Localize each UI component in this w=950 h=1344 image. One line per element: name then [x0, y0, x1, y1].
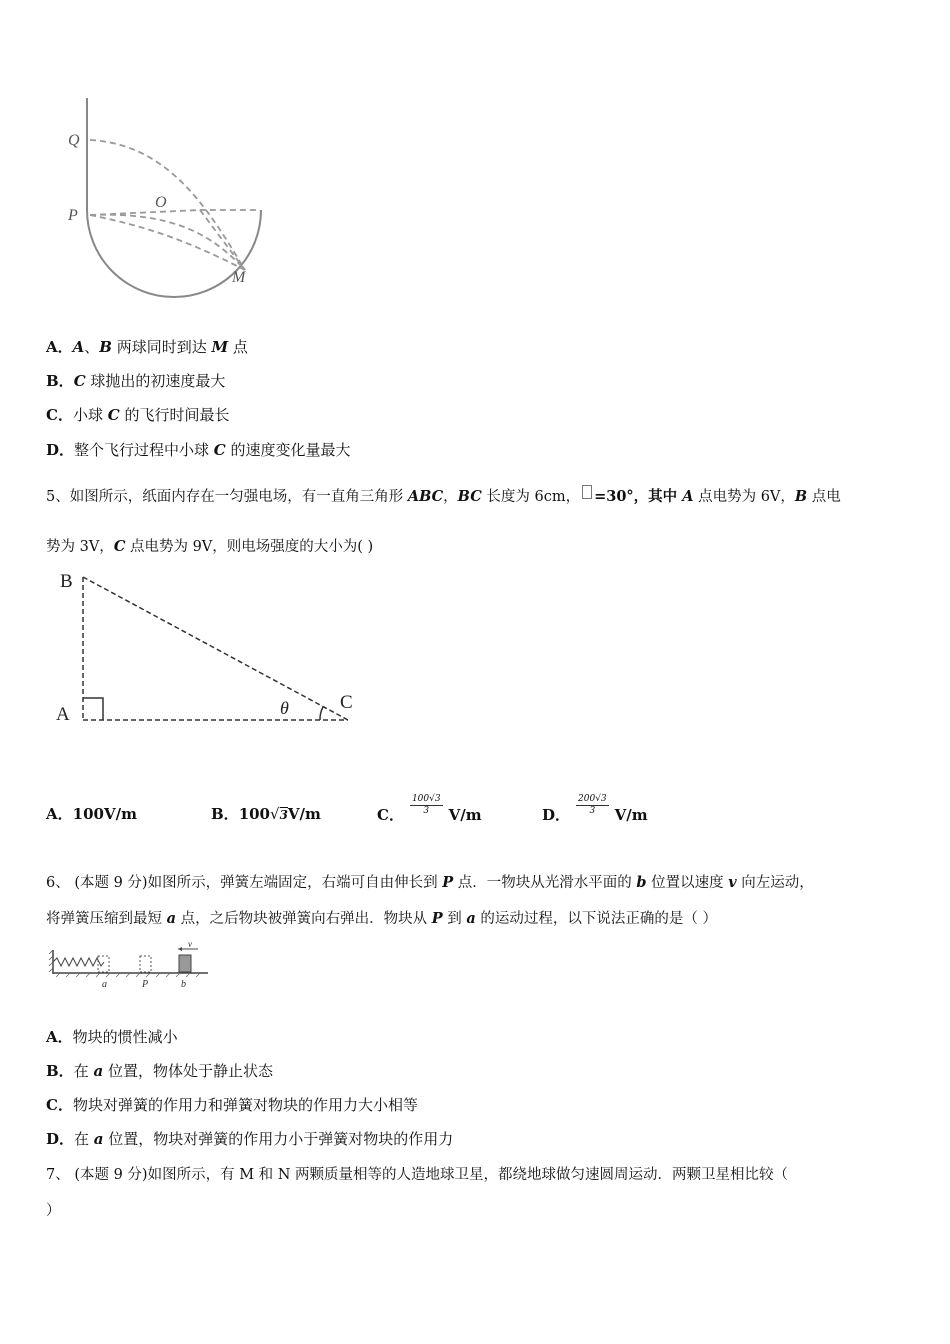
- label-theta: θ: [280, 698, 289, 718]
- q6-stem-line1: 6、 (本题 9 分)如图所示，弹簧左端固定，右端可自由伸长到 P 点．一物块从光滑水平面的 b 位置以速度 v 向左运动，: [46, 874, 814, 891]
- label-c: C: [340, 692, 353, 713]
- block: [179, 955, 191, 972]
- label-v: v: [188, 940, 192, 949]
- q4-option-b[interactable]: B．C 球抛出的初速度最大: [46, 372, 226, 390]
- q5-option-a[interactable]: A．100V/m: [46, 805, 137, 823]
- spring: [53, 958, 104, 966]
- q4-option-d[interactable]: D．整个飞行过程中小球 C 的速度变化量最大: [46, 441, 351, 459]
- q6-option-a[interactable]: A．物块的惯性减小: [46, 1028, 178, 1046]
- figure-q4-hemisphere: [60, 92, 280, 302]
- q4-option-a[interactable]: A．A、B 两球同时到达 M 点: [46, 338, 248, 356]
- q6-option-c[interactable]: C．物块对弹簧的作用力和弹簧对物块的作用力大小相等: [46, 1096, 418, 1114]
- side-bc: [83, 577, 348, 720]
- label-b: B: [60, 571, 73, 592]
- trajectory-q: [90, 140, 245, 270]
- q6-stem-line2: 将弹簧压缩到最短 a 点，之后物块被弹簧向右弹出．物块从 P 到 a 的运动过程，以下说法正确的是（ ）: [46, 910, 717, 927]
- angle-arc: [320, 707, 323, 720]
- label-p: P: [142, 979, 149, 990]
- label-p: P: [68, 207, 78, 224]
- q5-option-d[interactable]: D． $\frac{200√3}{3}$ V/m: [542, 794, 648, 824]
- q4-option-c[interactable]: C．小球 C 的飞行时间最长: [46, 406, 230, 424]
- q6-option-d[interactable]: D．在 a 位置，物块对弹簧的作用力小于弹簧对物块的作用力: [46, 1130, 454, 1148]
- q5-stem-line1: 5、如图所示，纸面内存在一匀强电场，有一直角三角形 ABC，BC 长度为 6cm， =30°，其中 A 点电势为 6V，B 点电: [46, 485, 841, 506]
- figure-q6-spring: [48, 940, 213, 995]
- label-o: O: [155, 194, 167, 211]
- q5-stem-line2: 势为 3V，C 点电势为 9V，则电场强度的大小为( ): [46, 538, 374, 555]
- trajectory-p: [90, 215, 245, 270]
- theta-symbol-placeholder: [582, 485, 592, 499]
- trajectory-p-low: [90, 215, 245, 270]
- q7-stem-line1: 7、 (本题 9 分)如图所示，有 M 和 N 两颗质量相等的人造地球卫星，都绕地球做匀速圆周运动．两颗卫星相比较（: [46, 1167, 789, 1183]
- q5-option-c[interactable]: C． $\frac{100√3}{3}$ V/m: [377, 794, 482, 824]
- figure-q5-triangle: [50, 565, 370, 735]
- q6-option-b[interactable]: B．在 a 位置，物体处于静止状态: [46, 1062, 273, 1080]
- position-p-marker: [140, 956, 151, 972]
- q7-stem-line2: ）: [46, 1203, 61, 1219]
- label-b: b: [181, 979, 186, 990]
- radius-om: [200, 210, 245, 270]
- label-a: a: [102, 979, 107, 990]
- label-q: Q: [68, 132, 80, 149]
- label-m: M: [232, 269, 246, 286]
- right-angle-mark: [83, 698, 103, 720]
- label-a: A: [56, 704, 70, 725]
- q5-option-b[interactable]: B．100√3V/m: [211, 805, 321, 823]
